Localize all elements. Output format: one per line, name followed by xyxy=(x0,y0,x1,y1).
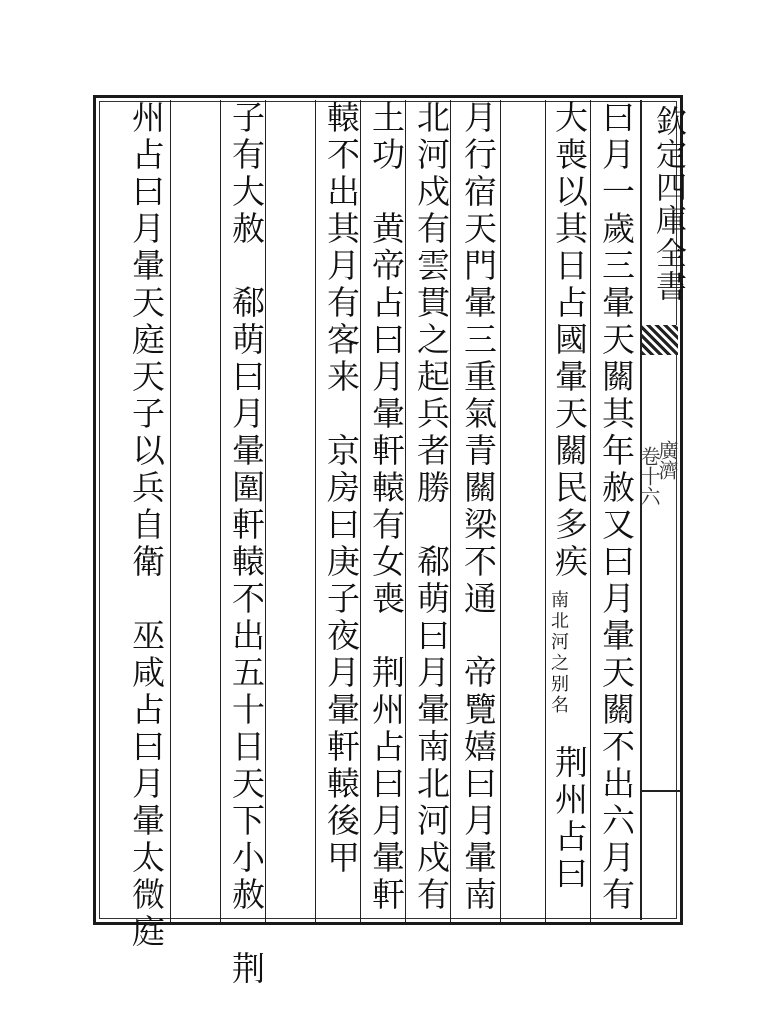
text-column-1: 曰月一歲三暈天關其年赦又曰月暈天關不出六月有 xyxy=(597,100,636,914)
text-column-5: 土功 黄帝占曰月暈軒轅有女喪 荆州占曰月暈軒 xyxy=(367,100,406,914)
text-column-6: 轅不出其月有客来 京房曰庚子夜月暈軒轅後甲 xyxy=(322,100,361,877)
book-title: 欽定四庫全書 xyxy=(650,105,686,303)
column-rule xyxy=(220,100,221,922)
section-name: 廣濟 xyxy=(655,440,679,480)
text-column-2-main: 大喪以其日占國暈天關民多疾 xyxy=(550,100,589,581)
interlinear-note: 南北河之别名 xyxy=(548,590,569,716)
text-column-3: 月行宿天門暈三重氣青關梁不通 帝覽嬉曰月暈南 xyxy=(459,100,498,914)
margin-divider xyxy=(640,790,680,792)
column-rule xyxy=(545,100,546,922)
volume-number: 卷十六 xyxy=(637,446,661,506)
column-rule xyxy=(170,100,171,922)
column-rule xyxy=(500,100,501,922)
fishtail-mark xyxy=(642,325,678,355)
text-column-4: 北河戍有雲貫之起兵者勝 郗萌曰月暈南北河戍有 xyxy=(412,100,451,914)
margin-info xyxy=(637,440,679,506)
column-rule xyxy=(590,100,591,922)
text-column-7: 子有大赦 郗萌曰月暈圍軒轅不出五十日天下小赦 荆 xyxy=(227,100,266,988)
text-column-8: 州占曰月暈天庭天子以兵自衛 巫咸占曰月暈太微庭 xyxy=(127,100,166,951)
text-column-2-tail: 荆州占曰 xyxy=(550,745,589,893)
column-rule xyxy=(315,100,316,922)
